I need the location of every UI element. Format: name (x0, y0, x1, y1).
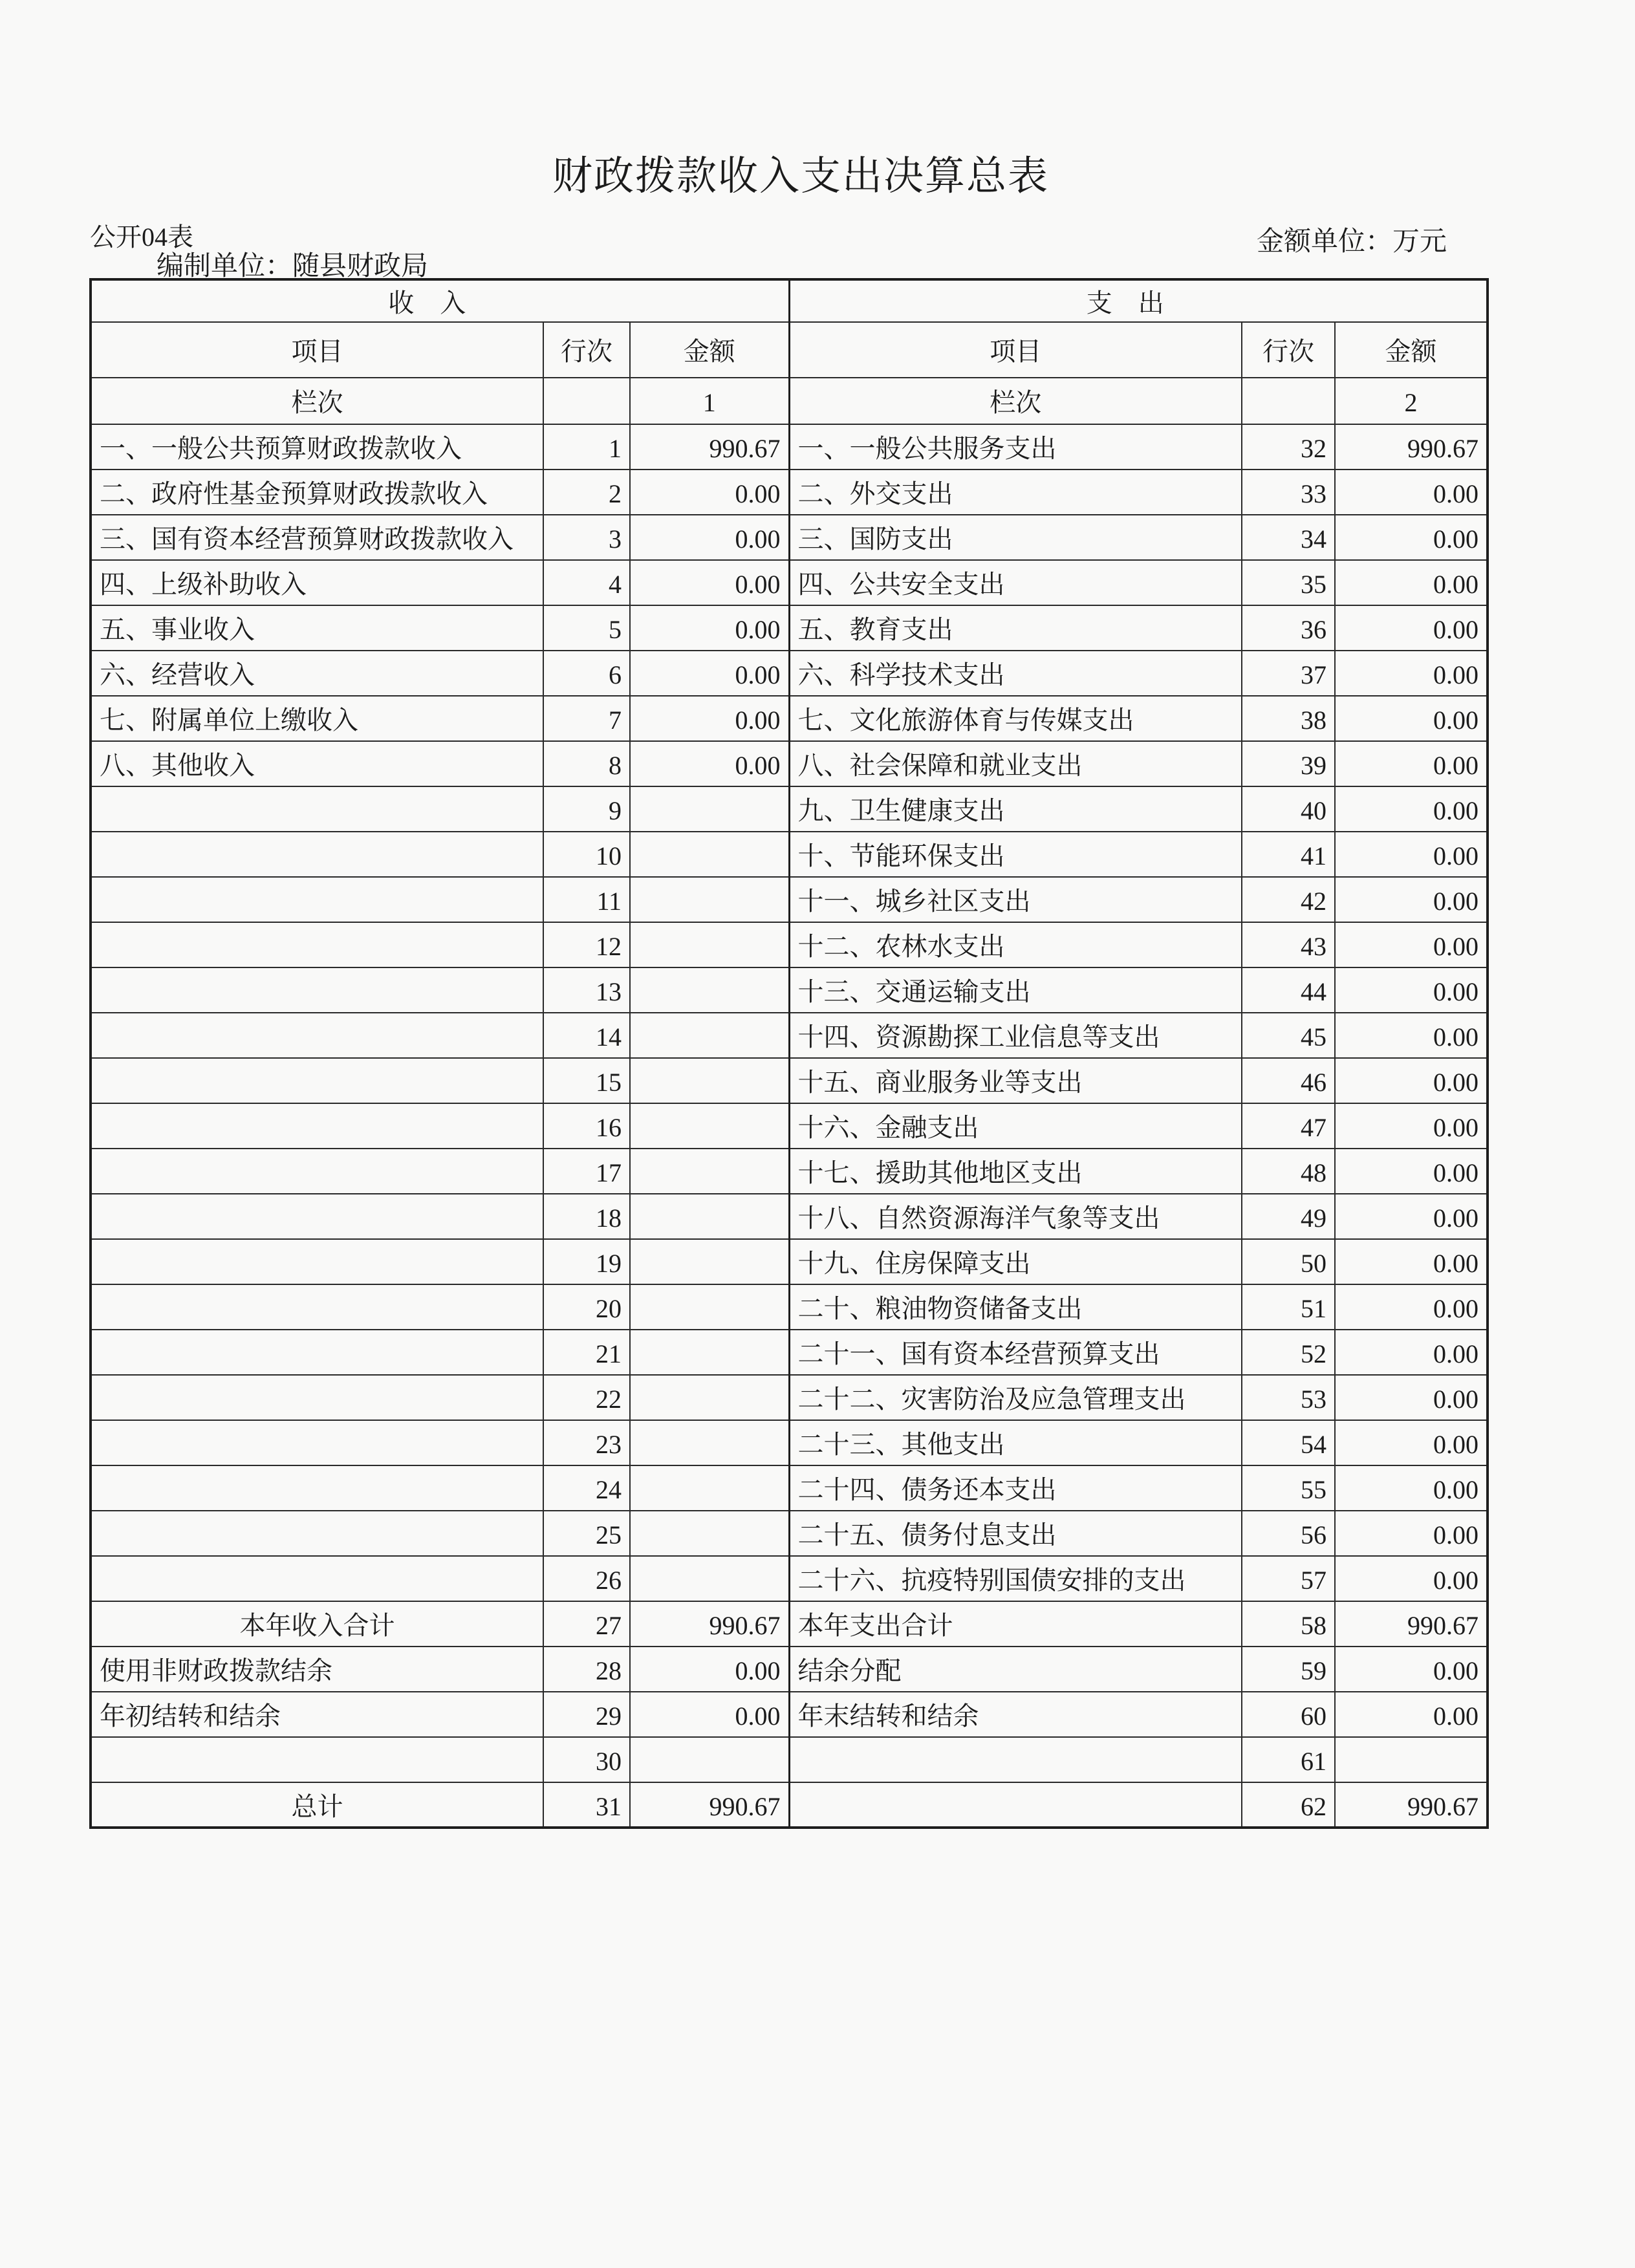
expense-line-number: 43 (1242, 922, 1335, 967)
income-amount: 0.00 (630, 560, 789, 605)
income-item-cell (91, 1556, 543, 1601)
expense-amount: 0.00 (1335, 1647, 1488, 1692)
income-line-number: 27 (543, 1601, 630, 1647)
expense-line-index-empty (1242, 378, 1335, 424)
table-row (91, 1556, 1488, 1601)
income-amount (630, 1330, 789, 1375)
table-body (91, 424, 1488, 1828)
expense-amount: 0.00 (1335, 1013, 1488, 1058)
header-row-columns (91, 322, 1488, 378)
expense-item-cell: 二十四、债务还本支出 (789, 1465, 1242, 1511)
expense-item-cell: 九、卫生健康支出 (789, 786, 1242, 832)
expense-item-cell: 结余分配 (789, 1647, 1242, 1692)
expense-line-number: 61 (1242, 1737, 1335, 1782)
income-amount-header: 金额 (630, 322, 789, 378)
expense-line-number: 51 (1242, 1284, 1335, 1330)
table-row (91, 922, 1488, 967)
form-code: 公开04表 (90, 222, 193, 252)
income-line-number: 29 (543, 1692, 630, 1737)
income-line-number: 5 (543, 605, 630, 651)
income-line-number: 21 (543, 1330, 630, 1375)
expense-line-number: 55 (1242, 1465, 1335, 1511)
income-line-number: 7 (543, 696, 630, 741)
expense-item-cell: 二十一、国有资本经营预算支出 (789, 1330, 1242, 1375)
income-item-cell: 本年收入合计 (91, 1601, 543, 1647)
expense-line-number: 39 (1242, 741, 1335, 786)
summary-table (89, 278, 1489, 1829)
expense-item-cell (789, 1782, 1242, 1828)
expense-amount: 0.00 (1335, 832, 1488, 877)
expense-amount: 0.00 (1335, 560, 1488, 605)
income-line-number: 14 (543, 1013, 630, 1058)
expense-line-number: 60 (1242, 1692, 1335, 1737)
income-item-cell (91, 786, 543, 832)
table-row (91, 786, 1488, 832)
expense-amount-header: 金额 (1335, 322, 1488, 378)
expense-item-cell: 三、国防支出 (789, 515, 1242, 560)
income-item-cell (91, 1420, 543, 1465)
table-header (91, 279, 1488, 424)
expense-amount: 0.00 (1335, 696, 1488, 741)
expense-group-header: 支出 (789, 279, 1488, 322)
expense-amount: 0.00 (1335, 470, 1488, 515)
expense-amount: 990.67 (1335, 1782, 1488, 1828)
expense-item-cell: 十四、资源勘探工业信息等支出 (789, 1013, 1242, 1058)
income-line-number: 22 (543, 1375, 630, 1420)
income-amount: 0.00 (630, 651, 789, 696)
expense-item-cell: 十三、交通运输支出 (789, 967, 1242, 1013)
income-line-number: 25 (543, 1511, 630, 1556)
income-line-number: 30 (543, 1737, 630, 1782)
expense-line-number: 40 (1242, 786, 1335, 832)
income-line-number: 26 (543, 1556, 630, 1601)
income-item-cell (91, 832, 543, 877)
income-line-number: 8 (543, 741, 630, 786)
table-row (91, 1330, 1488, 1375)
expense-item-cell: 二十三、其他支出 (789, 1420, 1242, 1465)
income-amount: 0.00 (630, 741, 789, 786)
expense-line-number: 48 (1242, 1149, 1335, 1194)
expense-item-cell: 十一、城乡社区支出 (789, 877, 1242, 922)
income-amount (630, 1013, 789, 1058)
income-line-number: 6 (543, 651, 630, 696)
expense-amount: 0.00 (1335, 967, 1488, 1013)
income-item-cell (91, 1330, 543, 1375)
expense-item-cell: 十七、援助其他地区支出 (789, 1149, 1242, 1194)
expense-line-number: 46 (1242, 1058, 1335, 1103)
expense-item-cell: 一、一般公共服务支出 (789, 424, 1242, 470)
income-line-number: 16 (543, 1103, 630, 1149)
income-amount (630, 832, 789, 877)
expense-amount: 0.00 (1335, 1692, 1488, 1737)
expense-item-cell: 五、教育支出 (789, 605, 1242, 651)
table-row (91, 560, 1488, 605)
table-row (91, 1375, 1488, 1420)
expense-line-number: 59 (1242, 1647, 1335, 1692)
income-amount: 990.67 (630, 1601, 789, 1647)
expense-amount: 0.00 (1335, 1103, 1488, 1149)
income-item-header: 项目 (91, 322, 543, 378)
income-line-number: 12 (543, 922, 630, 967)
income-amount (630, 1375, 789, 1420)
income-item-cell: 七、附属单位上缴收入 (91, 696, 543, 741)
expense-line-header: 行次 (1242, 322, 1335, 378)
income-item-cell: 总计 (91, 1782, 543, 1828)
income-item-cell: 四、上级补助收入 (91, 560, 543, 605)
table-row (91, 1103, 1488, 1149)
expense-item-cell: 十五、商业服务业等支出 (789, 1058, 1242, 1103)
income-amount (630, 967, 789, 1013)
table-row (91, 1601, 1488, 1647)
income-item-cell (91, 877, 543, 922)
income-amount (630, 1239, 789, 1284)
expense-line-number: 57 (1242, 1556, 1335, 1601)
table-row (91, 696, 1488, 741)
expense-item-cell: 八、社会保障和就业支出 (789, 741, 1242, 786)
expense-amount: 0.00 (1335, 1556, 1488, 1601)
expense-column-index-label: 栏次 (789, 378, 1242, 424)
income-amount-column-index: 1 (630, 378, 789, 424)
income-amount: 0.00 (630, 1647, 789, 1692)
income-item-cell: 六、经营收入 (91, 651, 543, 696)
expense-item-cell: 十六、金融支出 (789, 1103, 1242, 1149)
income-line-number: 31 (543, 1782, 630, 1828)
expense-line-number: 44 (1242, 967, 1335, 1013)
expense-line-number: 38 (1242, 696, 1335, 741)
income-amount (630, 1284, 789, 1330)
expense-item-cell: 二十五、债务付息支出 (789, 1511, 1242, 1556)
income-item-cell: 年初结转和结余 (91, 1692, 543, 1737)
income-line-number: 9 (543, 786, 630, 832)
table-row (91, 1692, 1488, 1737)
income-amount: 0.00 (630, 515, 789, 560)
income-line-number: 20 (543, 1284, 630, 1330)
income-item-cell: 三、国有资本经营预算财政拨款收入 (91, 515, 543, 560)
table-row (91, 877, 1488, 922)
expense-item-cell: 二十、粮油物资储备支出 (789, 1284, 1242, 1330)
expense-line-number: 34 (1242, 515, 1335, 560)
income-line-number: 1 (543, 424, 630, 470)
expense-item-cell: 本年支出合计 (789, 1601, 1242, 1647)
amount-unit: 金额单位：万元 (1256, 227, 1447, 257)
income-item-cell (91, 1194, 543, 1239)
expense-item-cell: 六、科学技术支出 (789, 651, 1242, 696)
expense-line-number: 56 (1242, 1511, 1335, 1556)
expense-line-number: 45 (1242, 1013, 1335, 1058)
income-item-cell (91, 1103, 543, 1149)
income-amount (630, 922, 789, 967)
table-row (91, 1194, 1488, 1239)
expense-amount: 0.00 (1335, 877, 1488, 922)
expense-line-number: 54 (1242, 1420, 1335, 1465)
expense-amount: 0.00 (1335, 1330, 1488, 1375)
expense-line-number: 32 (1242, 424, 1335, 470)
table-row (91, 1782, 1488, 1828)
income-item-cell (91, 922, 543, 967)
expense-item-cell: 二、外交支出 (789, 470, 1242, 515)
expense-amount: 0.00 (1335, 786, 1488, 832)
expense-line-number: 50 (1242, 1239, 1335, 1284)
table-row (91, 605, 1488, 651)
expense-line-number: 62 (1242, 1782, 1335, 1828)
income-line-number: 17 (543, 1149, 630, 1194)
income-line-index-empty (543, 378, 630, 424)
income-amount (630, 1149, 789, 1194)
income-item-cell (91, 1465, 543, 1511)
expense-line-number: 42 (1242, 877, 1335, 922)
income-amount (630, 877, 789, 922)
expense-line-number: 58 (1242, 1601, 1335, 1647)
expense-amount: 0.00 (1335, 741, 1488, 786)
table-row (91, 651, 1488, 696)
table-row (91, 515, 1488, 560)
income-line-number: 15 (543, 1058, 630, 1103)
income-item-cell: 使用非财政拨款结余 (91, 1647, 543, 1692)
expense-amount: 0.00 (1335, 1511, 1488, 1556)
table-row (91, 470, 1488, 515)
expense-item-cell: 二十二、灾害防治及应急管理支出 (789, 1375, 1242, 1420)
expense-line-number: 53 (1242, 1375, 1335, 1420)
expense-line-number: 52 (1242, 1330, 1335, 1375)
table-row (91, 1737, 1488, 1782)
expense-item-cell: 十、节能环保支出 (789, 832, 1242, 877)
income-line-number: 4 (543, 560, 630, 605)
table-row (91, 741, 1488, 786)
expense-item-cell: 年末结转和结余 (789, 1692, 1242, 1737)
expense-amount: 0.00 (1335, 1239, 1488, 1284)
income-amount: 990.67 (630, 1782, 789, 1828)
compiling-unit: 编制单位：随县财政局 (157, 252, 429, 281)
income-amount: 0.00 (630, 605, 789, 651)
income-amount (630, 1737, 789, 1782)
income-amount (630, 1058, 789, 1103)
income-group-header: 收入 (91, 279, 789, 322)
expense-amount: 0.00 (1335, 651, 1488, 696)
income-amount (630, 1420, 789, 1465)
expense-amount: 0.00 (1335, 1420, 1488, 1465)
table-row (91, 1511, 1488, 1556)
table-row (91, 424, 1488, 470)
expense-amount: 0.00 (1335, 515, 1488, 560)
income-item-cell: 二、政府性基金预算财政拨款收入 (91, 470, 543, 515)
expense-amount: 0.00 (1335, 1058, 1488, 1103)
income-line-number: 13 (543, 967, 630, 1013)
income-item-cell (91, 1058, 543, 1103)
income-line-header: 行次 (543, 322, 630, 378)
table-row (91, 1284, 1488, 1330)
expense-line-number: 41 (1242, 832, 1335, 877)
income-line-number: 18 (543, 1194, 630, 1239)
table-row (91, 1013, 1488, 1058)
table-row (91, 1239, 1488, 1284)
income-amount: 0.00 (630, 1692, 789, 1737)
expense-line-number: 37 (1242, 651, 1335, 696)
expense-amount (1335, 1737, 1488, 1782)
income-line-number: 24 (543, 1465, 630, 1511)
income-amount (630, 1511, 789, 1556)
expense-item-cell: 四、公共安全支出 (789, 560, 1242, 605)
expense-item-cell: 七、文化旅游体育与传媒支出 (789, 696, 1242, 741)
table-row (91, 1058, 1488, 1103)
income-item-cell (91, 967, 543, 1013)
expense-line-number: 35 (1242, 560, 1335, 605)
income-line-number: 19 (543, 1239, 630, 1284)
income-item-cell (91, 1511, 543, 1556)
expense-amount: 0.00 (1335, 1375, 1488, 1420)
income-item-cell (91, 1375, 543, 1420)
income-line-number: 23 (543, 1420, 630, 1465)
income-item-cell (91, 1284, 543, 1330)
income-item-cell (91, 1239, 543, 1284)
expense-amount: 0.00 (1335, 1149, 1488, 1194)
table-row (91, 967, 1488, 1013)
expense-amount: 0.00 (1335, 1465, 1488, 1511)
page-title: 财政拨款收入支出决算总表 (552, 155, 1049, 199)
income-line-number: 28 (543, 1647, 630, 1692)
income-amount (630, 1556, 789, 1601)
expense-amount: 990.67 (1335, 424, 1488, 470)
table-row (91, 1420, 1488, 1465)
header-row-groups (91, 279, 1488, 322)
income-amount: 0.00 (630, 696, 789, 741)
expense-line-number: 49 (1242, 1194, 1335, 1239)
income-item-cell (91, 1149, 543, 1194)
expense-item-cell: 十二、农林水支出 (789, 922, 1242, 967)
table-row (91, 1149, 1488, 1194)
expense-item-cell: 十八、自然资源海洋气象等支出 (789, 1194, 1242, 1239)
expense-item-cell: 十九、住房保障支出 (789, 1239, 1242, 1284)
expense-item-cell (789, 1737, 1242, 1782)
income-line-number: 11 (543, 877, 630, 922)
table-row (91, 1465, 1488, 1511)
income-item-cell (91, 1013, 543, 1058)
expense-item-cell: 二十六、抗疫特别国债安排的支出 (789, 1556, 1242, 1601)
income-item-cell (91, 1737, 543, 1782)
income-item-cell: 一、一般公共预算财政拨款收入 (91, 424, 543, 470)
income-line-number: 3 (543, 515, 630, 560)
income-item-cell: 八、其他收入 (91, 741, 543, 786)
income-amount (630, 1103, 789, 1149)
income-column-index-label: 栏次 (91, 378, 543, 424)
expense-amount: 0.00 (1335, 922, 1488, 967)
expense-amount-column-index: 2 (1335, 378, 1488, 424)
table-row (91, 1647, 1488, 1692)
expense-line-number: 36 (1242, 605, 1335, 651)
expense-amount: 0.00 (1335, 605, 1488, 651)
expense-line-number: 47 (1242, 1103, 1335, 1149)
table-row (91, 832, 1488, 877)
income-amount: 990.67 (630, 424, 789, 470)
income-item-cell: 五、事业收入 (91, 605, 543, 651)
income-amount (630, 1465, 789, 1511)
income-amount: 0.00 (630, 470, 789, 515)
expense-line-number: 33 (1242, 470, 1335, 515)
income-amount (630, 786, 789, 832)
expense-amount: 0.00 (1335, 1284, 1488, 1330)
expense-amount: 990.67 (1335, 1601, 1488, 1647)
income-amount (630, 1194, 789, 1239)
income-line-number: 2 (543, 470, 630, 515)
expense-item-header: 项目 (789, 322, 1242, 378)
expense-amount: 0.00 (1335, 1194, 1488, 1239)
header-row-column-index (91, 378, 1488, 424)
income-line-number: 10 (543, 832, 630, 877)
